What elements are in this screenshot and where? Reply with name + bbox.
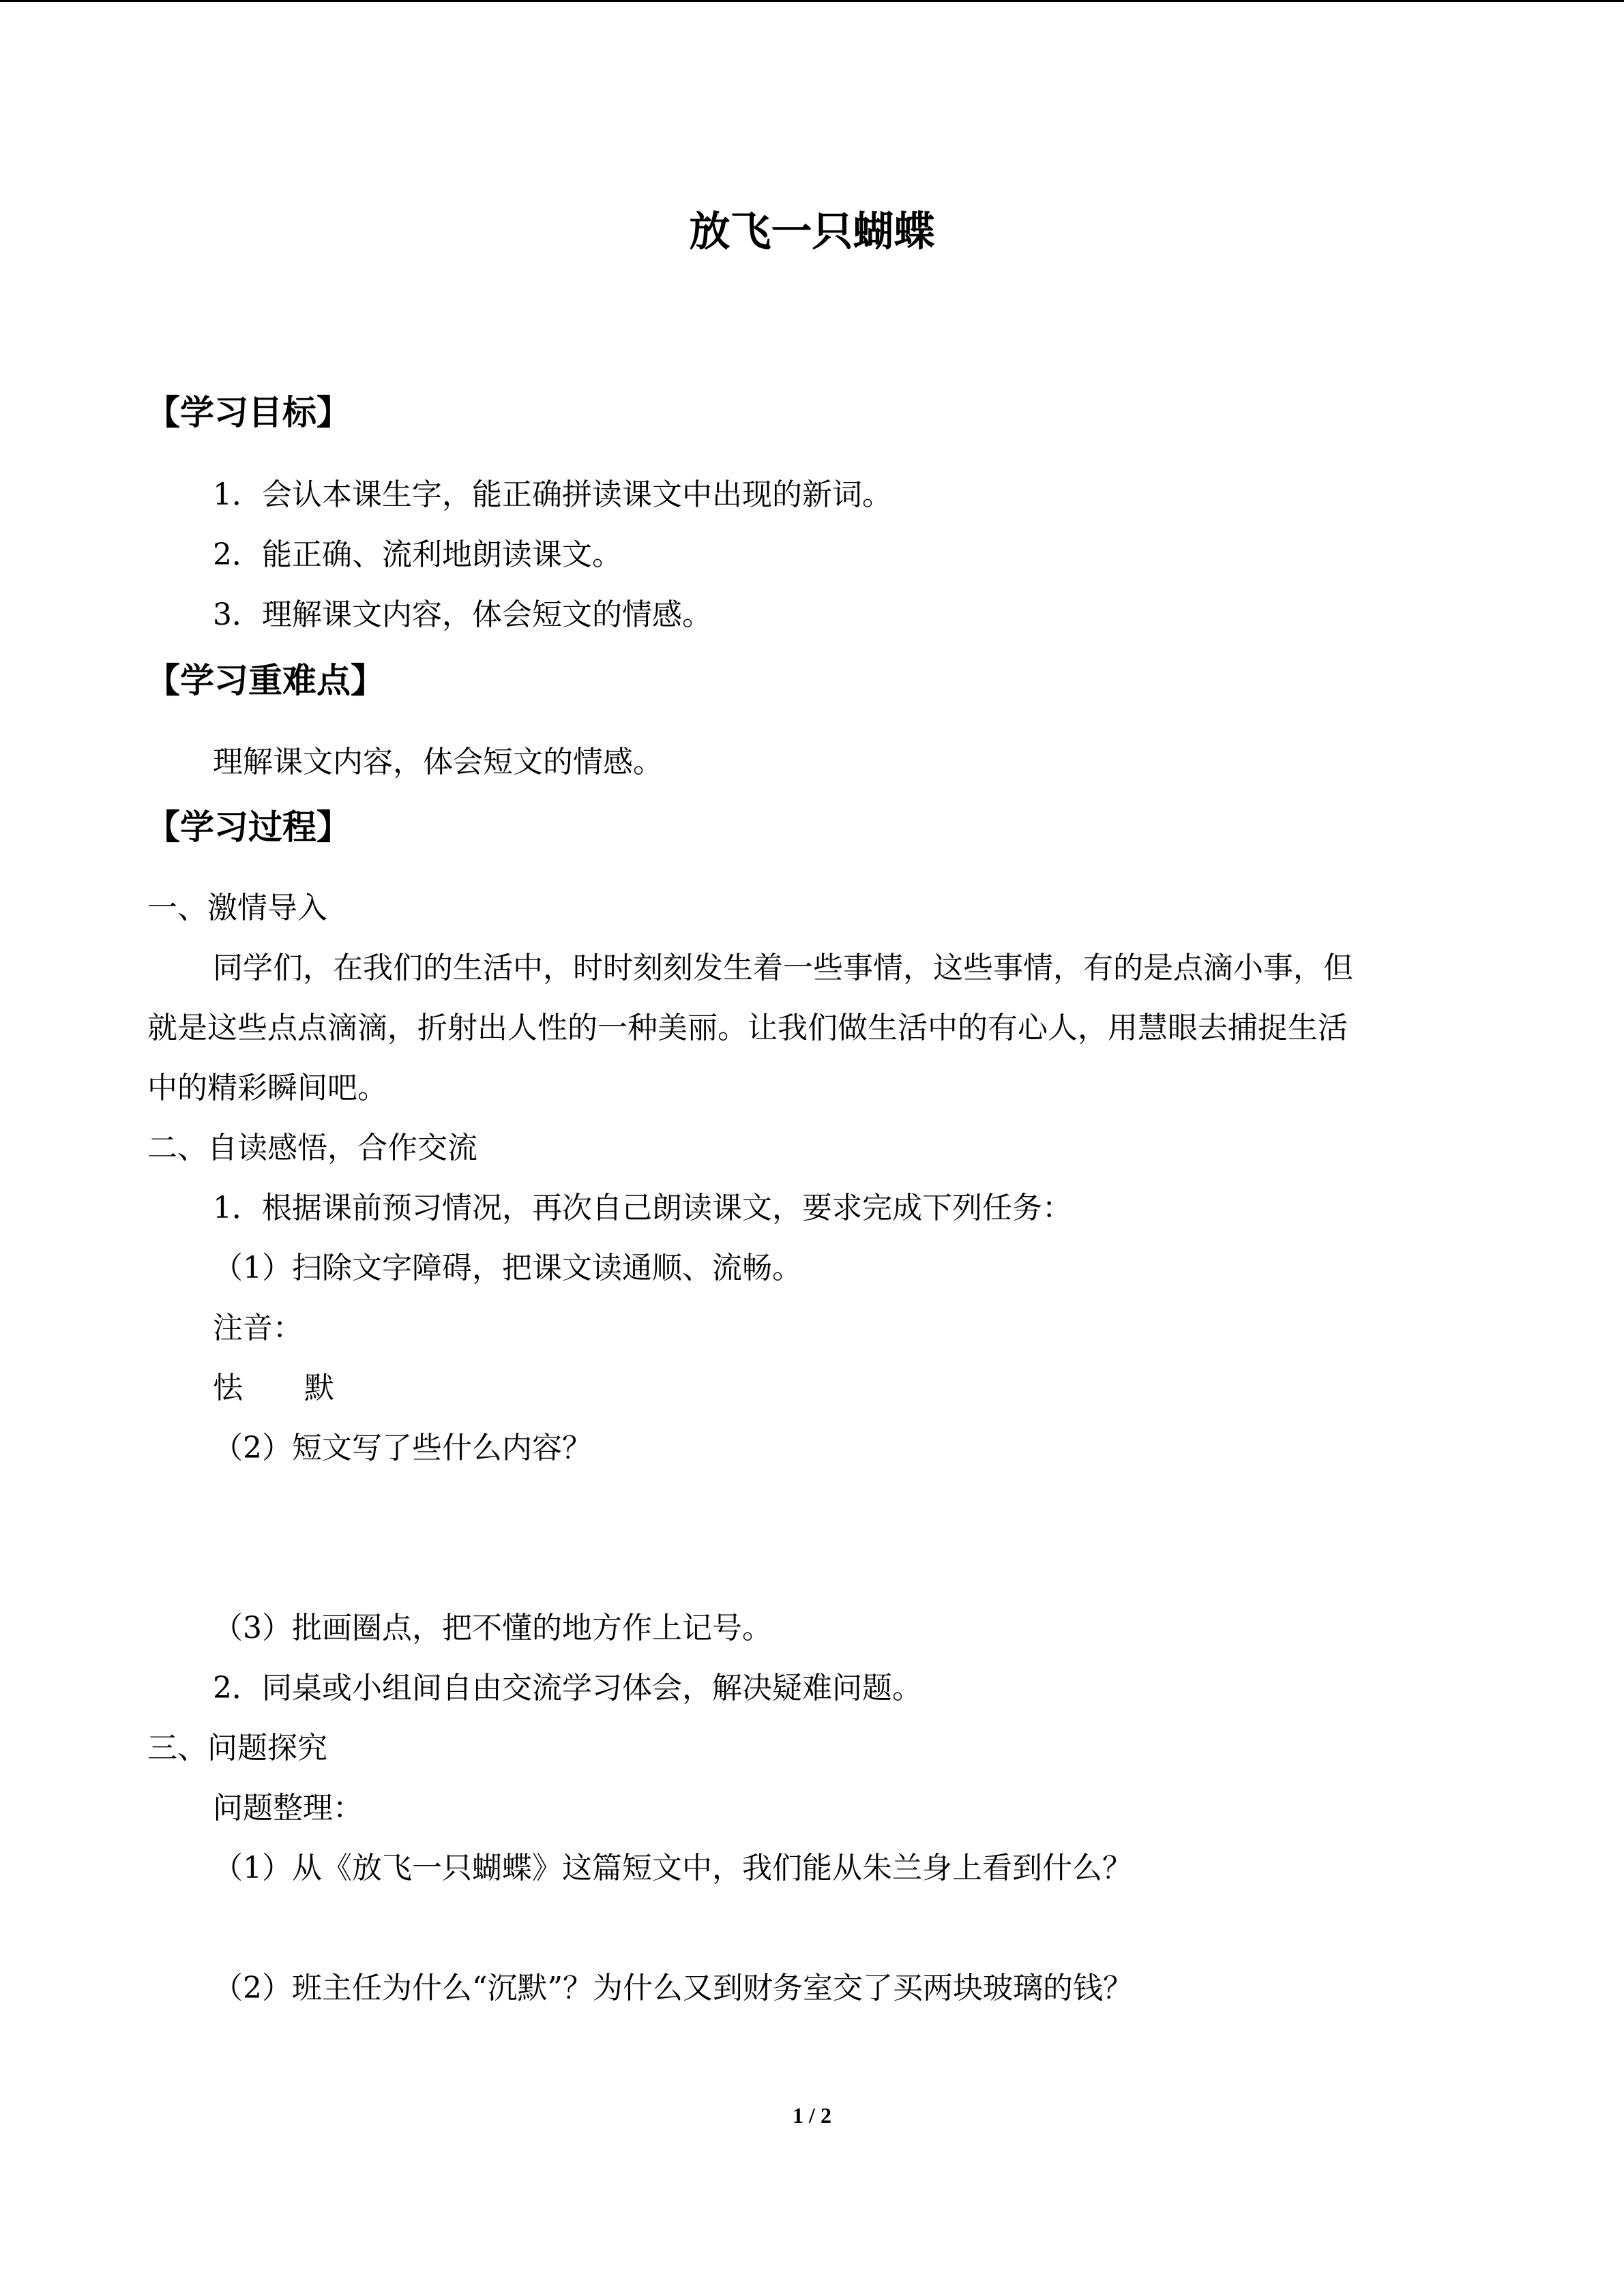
pinyin-label: 注音：	[213, 1311, 303, 1345]
goal-item: 1．会认本课生字，能正确拼读课文中出现的新词。	[213, 477, 892, 512]
page-number: 1 / 2	[793, 2103, 831, 2128]
part3-question: （2）班主任为什么“沉默”？为什么又到财务室交了买两块玻璃的钱？	[213, 1971, 1133, 2006]
part2-sub1: （1）扫除文字障碍，把课文读通顺、流畅。	[213, 1251, 802, 1285]
part2-sub3: （3）批画圈点，把不懂的地方作上记号。	[213, 1611, 772, 1645]
goal-item: 2．能正确、流利地朗读课文。	[213, 537, 622, 572]
pinyin-characters	[213, 1368, 334, 1409]
part2-title: 二、自读感悟，合作交流	[147, 1131, 477, 1165]
top-border-line	[0, 0, 1624, 2]
part1-paragraph-line: 同学们，在我们的生活中，时时刻刻发生着一些事情，这些事情，有的是点滴小事，但	[213, 951, 1353, 985]
part2-sub2: （2）短文写了些什么内容？	[213, 1431, 592, 1465]
document-title: 放飞一只蝴蝶	[689, 208, 935, 256]
goals-heading: 【学习目标】	[146, 393, 351, 432]
part3-title: 三、问题探究	[147, 1731, 327, 1765]
pinyin-char: 怯	[213, 1371, 243, 1405]
part3-label: 问题整理：	[213, 1791, 363, 1825]
part2-task2: 2．同桌或小组间自由交流学习体会，解决疑难问题。	[213, 1671, 922, 1705]
part3-question: （1）从《放飞一只蝴蝶》这篇短文中，我们能从朱兰身上看到什么？	[213, 1851, 1132, 1885]
pinyin-char: 默	[304, 1371, 334, 1405]
difficulty-heading: 【学习重难点】	[146, 661, 385, 700]
part2-task1: 1．根据课前预习情况，再次自己朗读课文，要求完成下列任务：	[213, 1191, 1072, 1225]
difficulty-text: 理解课文内容，体会短文的情感。	[213, 745, 663, 779]
goal-item: 3．理解课文内容，体会短文的情感。	[213, 597, 712, 632]
part1-paragraph-line: 中的精彩瞬间吧。	[147, 1071, 387, 1105]
part1-paragraph-line: 就是这些点点滴滴，折射出人性的一种美丽。让我们做生活中的有心人，用慧眼去捕捉生活	[147, 1011, 1348, 1045]
process-heading: 【学习过程】	[146, 807, 351, 847]
part1-title: 一、激情导入	[147, 891, 327, 925]
